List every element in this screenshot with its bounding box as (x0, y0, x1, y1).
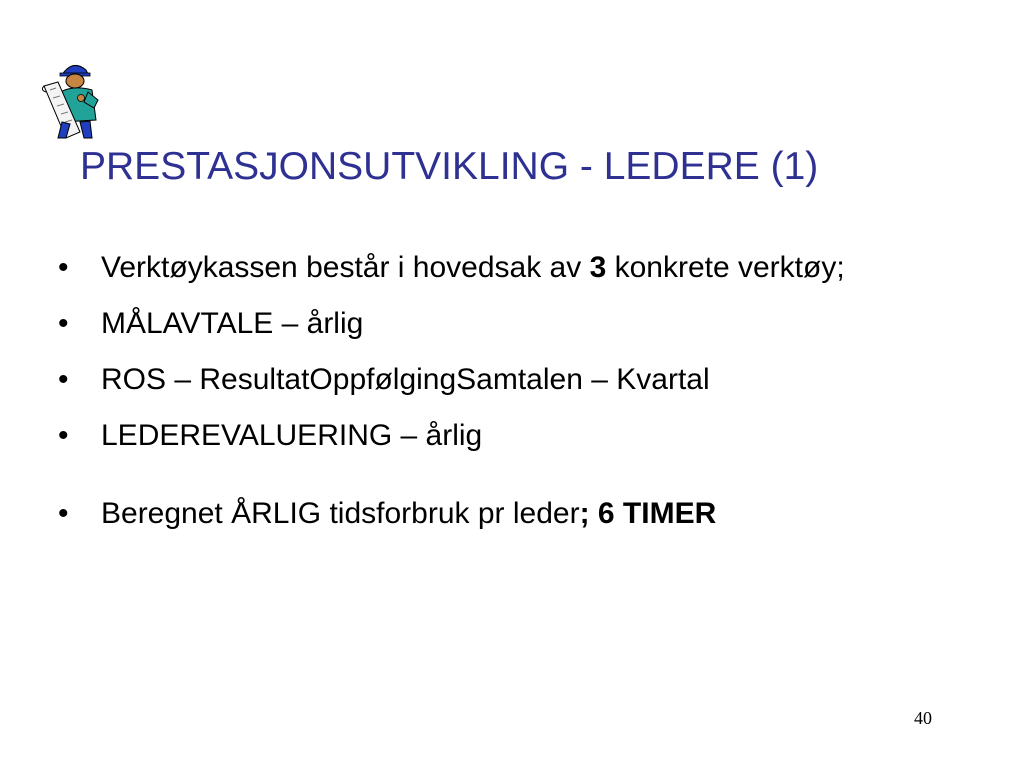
bullet-icon: • (58, 251, 69, 284)
bullet-text: Verktøykassen består i hovedsak av (101, 251, 590, 284)
bullet-text: LEDEREVALUERING – årlig (101, 419, 483, 452)
bullet-bold-text: ; 6 TIMER (579, 497, 717, 530)
bullet-icon: • (58, 497, 69, 530)
bullet-item-toolbox (58, 248, 958, 287)
bullet-item-lederevaluering (58, 416, 958, 455)
bullet-icon: • (58, 363, 69, 396)
bullet-list (58, 248, 958, 550)
bullet-text: Beregnet ÅRLIG tidsforbruk pr leder (101, 497, 580, 530)
bullet-bold-text: 3 (589, 251, 607, 284)
slide-title: PRESTASJONSUTVIKLING - LEDERE (1) (80, 145, 819, 188)
bullet-item-ros (58, 360, 958, 399)
bullet-text: MÅLAVTALE – årlig (101, 307, 364, 340)
bullet-text: ROS – ResultatOppfølgingSamtalen – Kvartal (101, 363, 710, 396)
bullet-item-time-estimate (58, 494, 958, 533)
worker-with-blueprint-icon (36, 58, 116, 140)
bullet-item-malavtale (58, 304, 958, 343)
bullet-text: konkrete verktøy; (606, 251, 845, 284)
page-number: 40 (914, 708, 932, 728)
bullet-icon: • (58, 419, 69, 452)
bullet-icon: • (58, 307, 69, 340)
